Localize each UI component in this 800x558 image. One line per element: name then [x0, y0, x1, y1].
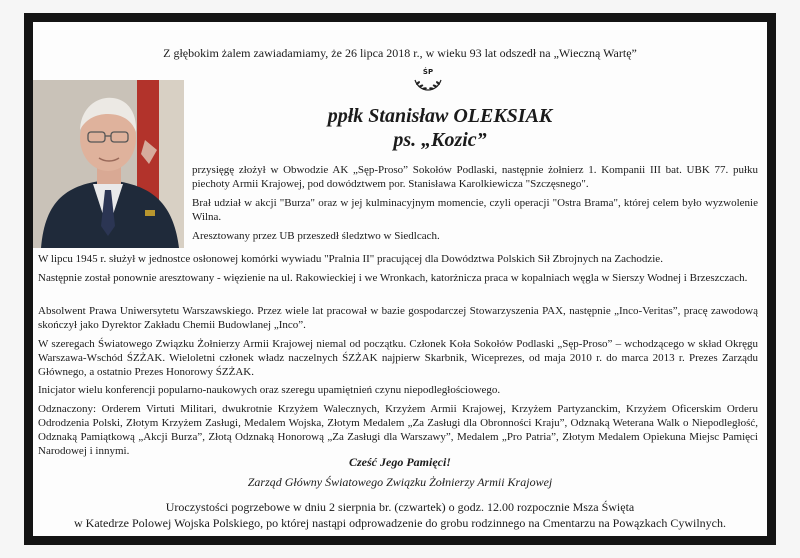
- deceased-name: ppłk Stanisław OLEKSIAK: [327, 105, 553, 127]
- deceased-pseudonym: ps. „Kozic”: [393, 129, 487, 151]
- bio-paragraph-arrest: Aresztowany przez UB przeszedł śledztwo w Siedlcach.: [192, 230, 440, 242]
- signature-board: Zarząd Główny Światowego Związku Żołnierzy Armii Krajowej: [247, 475, 553, 489]
- bio-paragraph-oath: przysięgę złożył w Obwodzie AK „Sęp-Proso” Sokołów Podlaski, następnie żołnierz 1. Kompanii III bat. UBK 77. pułku piechoty Armii Krajowej, pod dowództwem por. Stanisława Karolkiewicza "Szczęsnego".: [192, 164, 758, 190]
- bio-paragraph-imprisonment: Następnie został ponownie aresztowany - więzienie na ul. Rakowieckiej i we Wronkach, katorżnicza praca w kopalniach węgla w Sierszy Wodnej i Brzeszczach.: [38, 272, 748, 284]
- portrait-illustration: [33, 80, 184, 248]
- bio-paragraph-szzak: W szeregach Światowego Związku Żołnierzy Armii Krajowej niemal od początku. Członek Koła Sokołów Podlaski „Sęp-Proso” – wchodzącego w skład Okręgu Warszawa-Wschód ŚZŻAK. Wieloletni członek władz naczelnych ŚZŻAK najpierw Skarbnik, Wiceprezes, od maja 2010 r. do marca 2013 r. Prezes Zarządu Głównego, a ostatnio Prezes Honorowy ŚZŻAK.: [38, 338, 758, 378]
- funeral-line-1: Uroczystości pogrzebowe w dniu 2 sierpnia br. (czwartek) o godz. 12.00 rozpocznie Msza Święta: [165, 500, 635, 514]
- sp-emblem: [408, 68, 448, 96]
- bio-paragraph-intelligence: W lipcu 1945 r. służył w jednostce osłonowej komórki wywiadu "Pralnia II" pracującej dla Dowództwa Polskich Sił Zbrojnych na Zachodzie.: [38, 253, 663, 265]
- bio-paragraph-decorations: Odznaczony: Orderem Virtuti Militari, dwukrotnie Krzyżem Walecznych, Krzyżem Armii Krajowej, Krzyżem Partyzanckim, Krzyżem Oficerskim Orderu Odrodzenia Polski, Złotym Krzyżem Zasługi, Medalem Wojska, Złotym Medalem „Za Zasługi dla Obronności Kraju”, Odznaką Weterana Walk o Niepodległość, Odznaką Pamiątkową „Akcji Burza”, Złotą Odznaką Honorową „Za Zasługi dla Warszawy”, Medalem „Pro Patria”, Złotym Medalem Opiekuna Miejsc Pamięci Narodowej i innymi.: [38, 403, 758, 457]
- emblem-label: ŚP: [422, 68, 434, 76]
- bio-paragraph-burza: Brał udział w akcji "Burza" oraz w jej kulminacyjnym momencie, czyli operacji "Ostra Brama", której celem było wyzwolenie Wilna.: [192, 197, 758, 223]
- announcement-text: Z głębokim żalem zawiadamiamy, że 26 lipca 2018 r., w wieku 93 lat odszedł na „Wieczną Wartę”: [163, 46, 637, 60]
- funeral-line-2: w Katedrze Polowej Wojska Polskiego, po której nastąpi odprowadzenie do grobu rodzinnego na Cmentarzu na Powązkach Cywilnych.: [74, 516, 726, 530]
- laurel-icon: [412, 76, 444, 92]
- tribute-line: Cześć Jego Pamięci!: [349, 455, 451, 469]
- bio-paragraph-initiator: Inicjator wielu konferencji popularno-naukowych oraz szeregu upamiętnień czynu niepodległościowego.: [38, 384, 501, 396]
- bio-paragraph-career: Absolwent Prawa Uniwersytetu Warszawskiego. Przez wiele lat pracował w bazie gospodarczej Stowarzyszenia PAX, następnie „Inco-Veritas”, pracę zawodową skończył jako Dyrektor Zakładu Chemii Budowlanej „Inco”.: [38, 305, 758, 331]
- portrait-photo: [33, 80, 184, 248]
